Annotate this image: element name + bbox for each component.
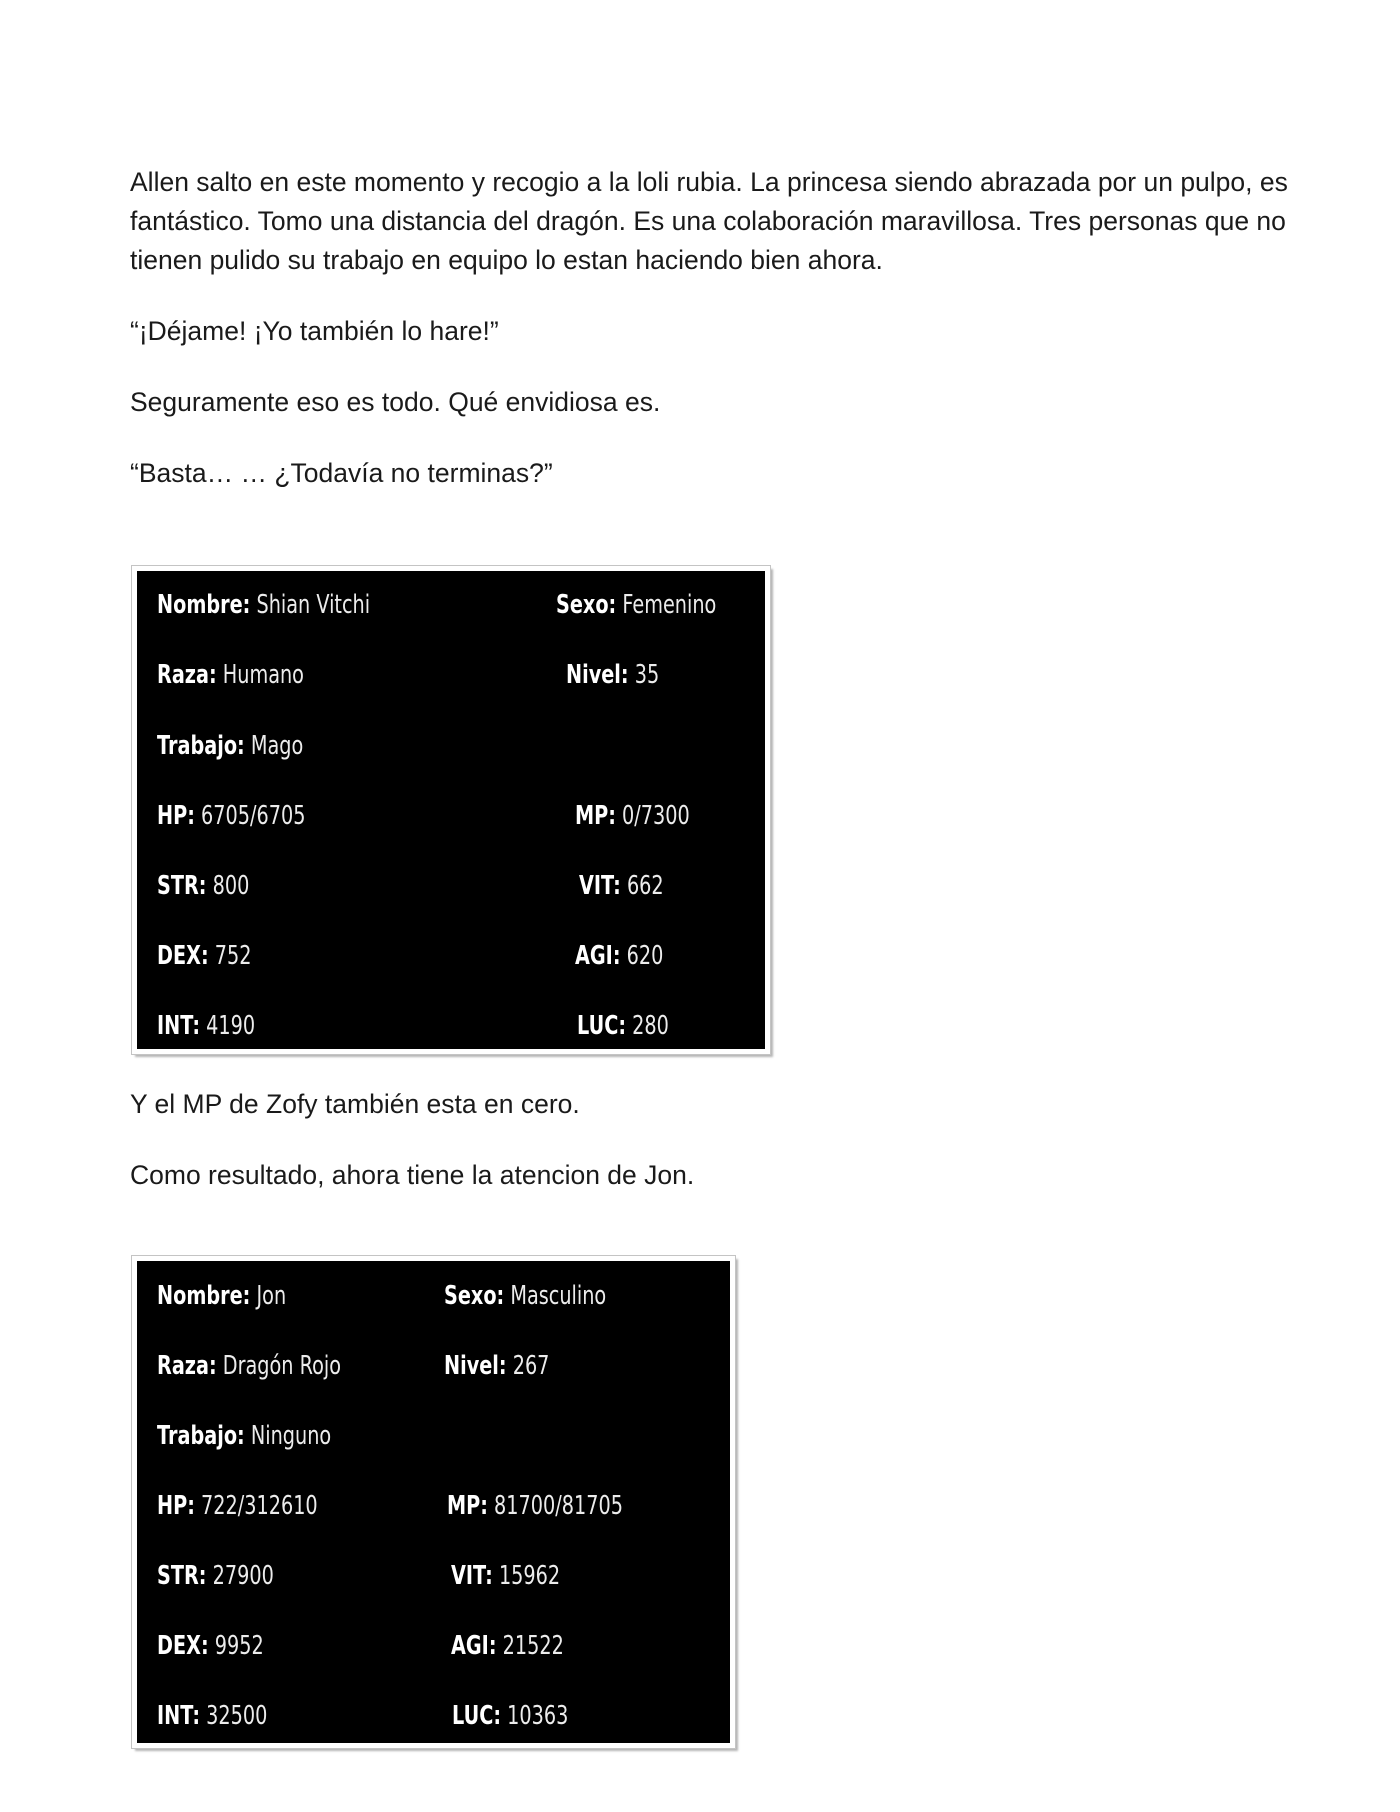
stat-label: MP: xyxy=(447,1491,488,1521)
stat-value: 32500 xyxy=(206,1701,268,1731)
stat-hp xyxy=(157,796,305,836)
stat-str xyxy=(157,1556,274,1596)
stat-vit xyxy=(579,866,664,906)
paragraph-atencion-jon: Como resultado, ahora tiene la atencion de Jon. xyxy=(130,1160,695,1190)
stat-dex xyxy=(157,1626,264,1666)
stat-label: Raza: xyxy=(157,1351,217,1381)
stat-label: INT: xyxy=(157,1011,201,1041)
stat-label: DEX: xyxy=(157,941,209,971)
stat-value: 752 xyxy=(214,941,252,971)
stat-label: HP: xyxy=(157,801,195,831)
stat-label: AGI: xyxy=(451,1631,497,1661)
stat-value: Ninguno xyxy=(250,1421,332,1451)
status-row-raza-nivel xyxy=(137,1346,730,1386)
stat-value: 27900 xyxy=(212,1561,274,1591)
status-row-hp-mp xyxy=(137,1486,730,1526)
status-row-nombre-sexo xyxy=(137,585,765,625)
status-row-str-vit xyxy=(137,1556,730,1596)
status-row-str-vit xyxy=(137,866,765,906)
stat-label: Raza: xyxy=(157,660,217,690)
stat-hp xyxy=(157,1486,318,1526)
stat-value: 6705/6705 xyxy=(201,801,306,831)
stat-value: 35 xyxy=(634,660,660,690)
status-row-int-luc xyxy=(137,1696,730,1736)
stat-value: Jon xyxy=(256,1281,287,1311)
stat-label: VIT: xyxy=(451,1561,493,1591)
stat-value: Mago xyxy=(250,731,304,761)
status-row-trabajo xyxy=(137,1416,730,1456)
stat-trabajo xyxy=(157,1416,331,1456)
stat-agi xyxy=(575,936,663,976)
paragraph-envidiosa: Seguramente eso es todo. Qué envidiosa es. xyxy=(130,387,661,417)
stat-value: 9952 xyxy=(214,1631,264,1661)
stat-label: VIT: xyxy=(579,871,621,901)
stat-value: Dragón Rojo xyxy=(222,1351,341,1381)
stat-raza xyxy=(157,1346,341,1386)
status-row-hp-mp xyxy=(137,796,765,836)
stat-sexo xyxy=(444,1276,606,1316)
stat-value: Masculino xyxy=(510,1281,607,1311)
stat-nivel xyxy=(444,1346,549,1386)
stat-value: Shian Vitchi xyxy=(256,590,371,620)
stat-value: 280 xyxy=(632,1011,669,1041)
status-window-shian xyxy=(132,566,770,1054)
stat-value: 800 xyxy=(212,871,250,901)
stat-label: LUC: xyxy=(452,1701,502,1731)
stat-agi xyxy=(451,1626,564,1666)
stat-value: 267 xyxy=(512,1351,550,1381)
stat-value: 81700/81705 xyxy=(494,1491,623,1521)
stat-vit xyxy=(451,1556,560,1596)
stat-label: STR: xyxy=(157,1561,207,1591)
status-row-raza-nivel xyxy=(137,655,765,695)
paragraph-basta-quote: “Basta… … ¿Todavía no terminas?” xyxy=(130,458,553,488)
stat-label: INT: xyxy=(157,1701,201,1731)
stat-label: DEX: xyxy=(157,1631,209,1661)
stat-value: 662 xyxy=(626,871,664,901)
stat-label: LUC: xyxy=(577,1011,627,1041)
stat-label: Sexo: xyxy=(556,590,617,620)
status-window-jon xyxy=(132,1256,735,1748)
status-row-trabajo xyxy=(137,726,765,766)
stat-value: Humano xyxy=(222,660,304,690)
stat-trabajo xyxy=(157,726,303,766)
stat-nivel xyxy=(566,655,659,695)
paragraph-zofy-mp: Y el MP de Zofy también esta en cero. xyxy=(130,1089,580,1119)
stat-label: Trabajo: xyxy=(157,1421,245,1451)
paragraph-allen-jump: Allen salto en este momento y recogio a la loli rubia. La princesa siendo abrazada por un pulpo, es fantástico. Tomo una distancia del dragón. Es una colaboración maravillosa. Tres personas que no tienen pulido su trabajo en equipo lo estan haciendo bien ahora. xyxy=(130,167,1288,275)
stat-value: 722/312610 xyxy=(201,1491,318,1521)
stat-mp xyxy=(447,1486,623,1526)
stat-str xyxy=(157,866,249,906)
stat-label: STR: xyxy=(157,871,207,901)
status-row-dex-agi xyxy=(137,1626,730,1666)
stat-dex xyxy=(157,936,252,976)
stat-mp xyxy=(575,796,690,836)
stat-label: Nivel: xyxy=(444,1351,507,1381)
stat-nombre xyxy=(157,585,370,625)
stat-value: 0/7300 xyxy=(622,801,690,831)
paragraph-dejame-quote: “¡Déjame! ¡Yo también lo hare!” xyxy=(130,316,499,346)
stat-label: Trabajo: xyxy=(157,731,245,761)
stat-sexo xyxy=(556,585,716,625)
stat-luc xyxy=(452,1696,568,1736)
stat-label: HP: xyxy=(157,1491,195,1521)
status-row-nombre-sexo xyxy=(137,1276,730,1316)
stat-label: AGI: xyxy=(575,941,621,971)
stat-value: 15962 xyxy=(498,1561,561,1591)
stat-value: Femenino xyxy=(622,590,717,620)
stat-nombre xyxy=(157,1276,286,1316)
stat-label: Nombre: xyxy=(157,590,251,620)
stat-value: 620 xyxy=(626,941,664,971)
stat-label: Nivel: xyxy=(566,660,629,690)
stat-raza xyxy=(157,655,304,695)
stat-int xyxy=(157,1006,255,1046)
stat-label: MP: xyxy=(575,801,616,831)
status-row-int-luc xyxy=(137,1006,765,1046)
stat-label: Sexo: xyxy=(444,1281,505,1311)
stat-value: 4190 xyxy=(206,1011,256,1041)
stat-luc xyxy=(577,1006,669,1046)
stat-label: Nombre: xyxy=(157,1281,251,1311)
stat-value: 21522 xyxy=(502,1631,564,1661)
stat-int xyxy=(157,1696,267,1736)
stat-value: 10363 xyxy=(507,1701,569,1731)
status-row-dex-agi xyxy=(137,936,765,976)
